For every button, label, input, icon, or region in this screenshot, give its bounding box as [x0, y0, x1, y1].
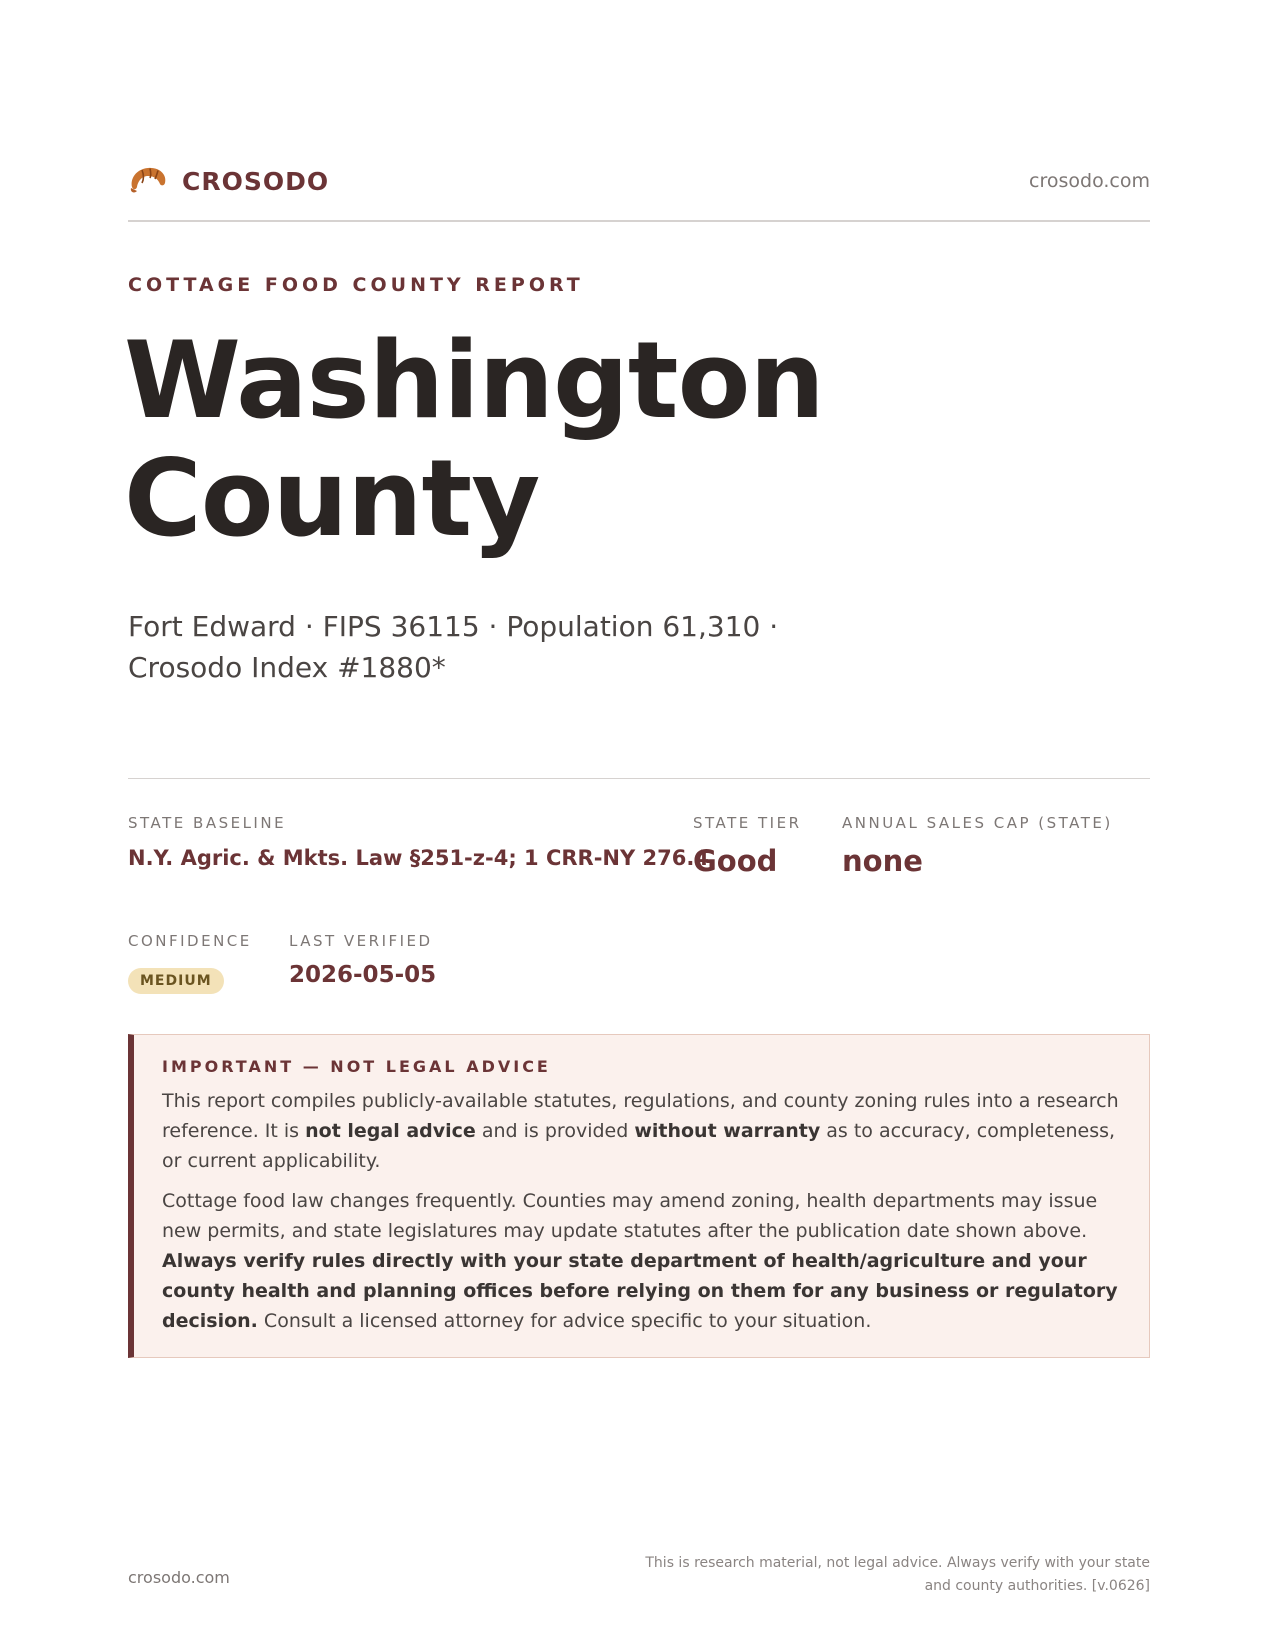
footer-disclaimer — [610, 1552, 1150, 1598]
notice-paragraph-1 — [162, 1086, 1123, 1176]
state-baseline-value[interactable]: N.Y. Agric. & Mkts. Law §251-z-4; 1 CRR-NY 276.4 — [128, 846, 709, 870]
footer-site-link[interactable]: crosodo.com — [128, 1568, 230, 1587]
report-eyebrow: COTTAGE FOOD COUNTY REPORT — [128, 274, 584, 296]
state-baseline — [128, 814, 709, 870]
sales-cap-value: none — [842, 844, 923, 878]
section-divider — [128, 778, 1150, 779]
notice-title: IMPORTANT — NOT LEGAL ADVICE — [162, 1057, 551, 1076]
title-line-1: Washington — [124, 319, 824, 442]
state-tier-label: STATE TIER — [693, 814, 802, 832]
confidence-label: CONFIDENCE — [128, 932, 252, 950]
footer-disclaimer-line-2: and county authorities. [v.0626] — [924, 1578, 1150, 1594]
sales-cap-label: ANNUAL SALES CAP (STATE) — [842, 814, 1113, 832]
legal-notice — [128, 1034, 1150, 1358]
title-line-2: County — [124, 437, 540, 560]
confidence-badge: MEDIUM — [128, 968, 224, 994]
state-tier-value: Good — [693, 844, 778, 878]
brand-name: CROSODO — [182, 166, 330, 196]
county-title — [124, 319, 824, 560]
last-verified-value: 2026-05-05 — [289, 962, 437, 988]
state-tier — [693, 814, 802, 878]
state-baseline-label: STATE BASELINE — [128, 814, 287, 832]
confidence — [128, 932, 252, 994]
notice-text: as to accuracy, completeness, or current applicability. — [162, 1120, 1116, 1172]
notice-text: This report compiles publicly-available statutes, regulations, and county zoning rules into a research reference. It is — [162, 1090, 1119, 1142]
notice-emphasis: not legal advice — [305, 1120, 476, 1142]
last-verified-label: LAST VERIFIED — [289, 932, 433, 950]
notice-text: Consult a licensed attorney for advice specific to your situation. — [257, 1310, 872, 1332]
site-link[interactable]: crosodo.com — [1029, 170, 1150, 192]
notice-paragraph-2 — [162, 1186, 1123, 1336]
county-subtitle: Fort Edward · FIPS 36115 · Population 61,310 · Crosodo Index #1880* — [128, 610, 779, 684]
brand[interactable] — [128, 161, 329, 201]
last-verified — [289, 932, 436, 988]
notice-text: and is provided — [475, 1120, 635, 1142]
report-page — [124, 0, 1150, 1650]
croissant-icon — [128, 161, 168, 201]
page-header — [128, 156, 1150, 222]
notice-text: Cottage food law changes frequently. Counties may amend zoning, health departments may issue new permits, and state legislatures may update statutes after the publication date shown above. — [162, 1190, 1098, 1242]
sales-cap — [842, 814, 1113, 878]
footer-disclaimer-line-1: This is research material, not legal advice. Always verify with your state — [645, 1555, 1150, 1571]
notice-emphasis: without warranty — [634, 1120, 821, 1142]
notice-emphasis: Always verify rules directly with your state department of health/agriculture and your county health and planning offices before relying on them for any business or regulatory decision. — [162, 1250, 1118, 1332]
